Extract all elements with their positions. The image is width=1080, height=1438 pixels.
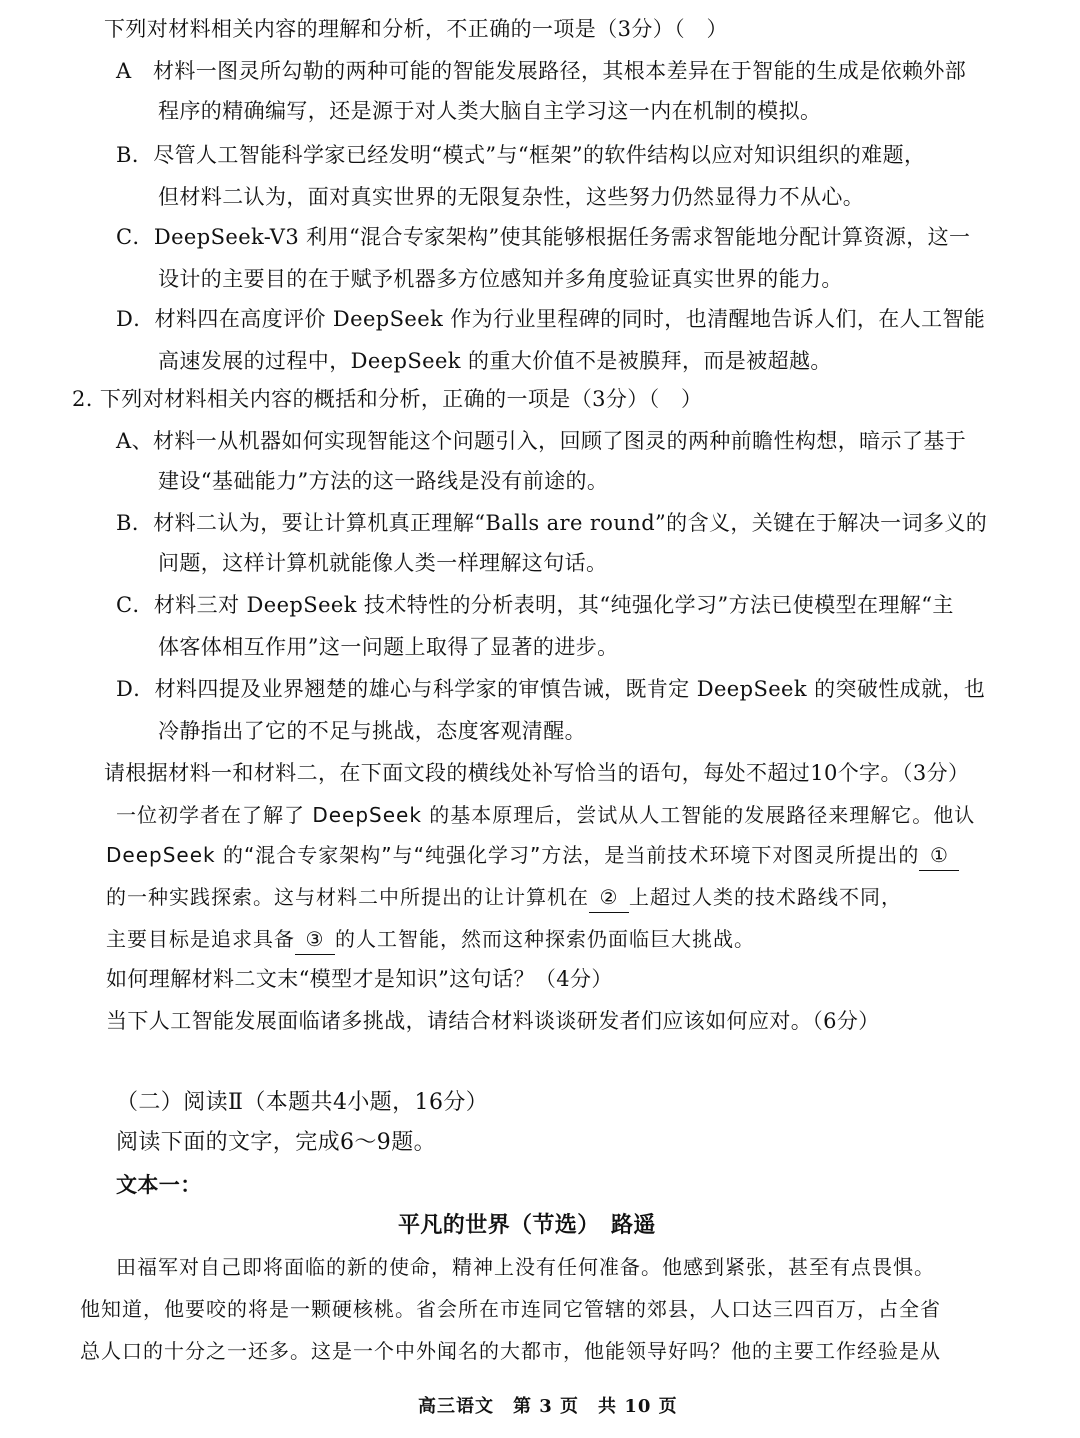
q2-option-d-line1: D．材料四提及业界翘楚的雄心与科学家的审慎告诫，既肯定 DeepSeek 的突破性成就，也 — [116, 677, 986, 701]
section-2-instruction: 阅读下面的文字，完成6～9题。 — [116, 1130, 436, 1155]
q2-option-c-line1: C．材料三对 DeepSeek 技术特性的分析表明，其“纯强化学习”方法已使模型在理解“主 — [116, 593, 954, 617]
text-one-label: 文本一： — [116, 1172, 202, 1197]
q2-option-b-line1: B．材料二认为，要让计算机真正理解“Balls are round”的含义，关键在于解决一词多义的 — [116, 511, 988, 535]
section-2-heading: （二）阅读Ⅱ（本题共4小题，16分） — [116, 1090, 489, 1115]
fill-blank-3[interactable]: ③ — [295, 924, 335, 955]
q3-passage-line2 — [106, 840, 959, 871]
q1-option-d-line1: D．材料四在高度评价 DeepSeek 作为行业里程碑的同时，也清醒地告诉人们，在人工智能 — [116, 307, 986, 331]
q3-passage-line4 — [106, 924, 755, 955]
q3-stem: 请根据材料一和材料二，在下面文段的横线处补写恰当的语句，每处不超过10个字。（3分） — [104, 761, 970, 785]
q3-passage-line3-text-b: 上超过人类的技术路线不同， — [629, 885, 902, 909]
q3-passage-line4-text-a: 主要目标是追求具备 — [106, 927, 295, 951]
q4-stem: 如何理解材料二文末“模型才是知识”这句话？（4分） — [106, 967, 613, 991]
q1-option-c-line1: C．DeepSeek-V3 利用“混合专家架构”使其能够根据任务需求智能地分配计算资源，这一 — [116, 225, 971, 249]
q2-stem: 2. 下列对材料相关内容的概括和分析，正确的一项是（3分）（ ） — [72, 387, 703, 411]
q1-option-c-line2: 设计的主要目的在于赋予机器多方位感知并多角度验证真实世界的能力。 — [158, 267, 843, 291]
q1-option-b-line1: B．尽管人工智能科学家已经发明“模式”与“框架”的软件结构以应对知识组织的难题， — [116, 143, 926, 167]
passage-line3: 总人口的十分之一还多。这是一个中外闻名的大都市，他能领导好吗？他的主要工作经验是从 — [80, 1339, 941, 1363]
q1-option-d-line2: 高速发展的过程中，DeepSeek 的重大价值不是被膜拜，而是被超越。 — [158, 349, 832, 373]
q3-passage-line1: 一位初学者在了解了 DeepSeek 的基本原理后，尝试从人工智能的发展路径来理解它。他认 — [116, 803, 976, 827]
q2-option-a-line1: A、材料一从机器如何实现智能这个问题引入，回顾了图灵的两种前瞻性构想，暗示了基于 — [116, 429, 967, 453]
q2-option-c-line2: 体客体相互作用”这一问题上取得了显著的进步。 — [158, 635, 619, 659]
q1-stem: 下列对材料相关内容的理解和分析，不正确的一项是（3分）（ ） — [104, 17, 728, 41]
page-footer: 高三语文 第 3 页 共 10 页 — [418, 1396, 678, 1417]
q1-option-a-line1: A 材料一图灵所勾勒的两种可能的智能发展路径，其根本差异在于智能的生成是依赖外部 — [116, 59, 967, 83]
q5-stem: 当下人工智能发展面临诸多挑战，请结合材料谈谈研发者们应该如何应对。（6分） — [106, 1009, 880, 1033]
q3-passage-line2-text: DeepSeek 的“混合专家架构”与“纯强化学习”方法，是当前技术环境下对图灵所提出的 — [106, 843, 920, 867]
passage-line1: 田福军对自己即将面临的新的使命，精神上没有任何准备。他感到紧张，甚至有点畏惧。 — [116, 1255, 935, 1279]
q2-option-a-line2: 建设“基础能力”方法的这一路线是没有前途的。 — [158, 469, 609, 493]
passage-line2: 他知道，他要咬的将是一颗硬核桃。省会所在市连同它管辖的郊县，人口达三四百万，占全省 — [80, 1297, 941, 1321]
q2-option-d-line2: 冷静指出了它的不足与挑战，态度客观清醒。 — [158, 719, 586, 743]
q3-passage-line3-text-a: 的一种实践探索。这与材料二中所提出的让计算机在 — [106, 885, 589, 909]
q2-option-b-line2: 问题，这样计算机就能像人类一样理解这句话。 — [158, 551, 608, 575]
fill-blank-1[interactable]: ① — [919, 840, 959, 871]
fill-blank-2[interactable]: ② — [589, 882, 629, 913]
q1-option-b-line2: 但材料二认为，面对真实世界的无限复杂性，这些努力仍然显得力不从心。 — [158, 185, 865, 209]
q3-passage-line3 — [106, 882, 902, 913]
q3-passage-line4-text-b: 的人工智能，然而这种探索仍面临巨大挑战。 — [335, 927, 755, 951]
passage-title: 平凡的世界（节选） 路遥 — [398, 1212, 656, 1238]
q1-option-a-line2: 程序的精确编写，还是源于对人类大脑自主学习这一内在机制的模拟。 — [158, 99, 822, 123]
